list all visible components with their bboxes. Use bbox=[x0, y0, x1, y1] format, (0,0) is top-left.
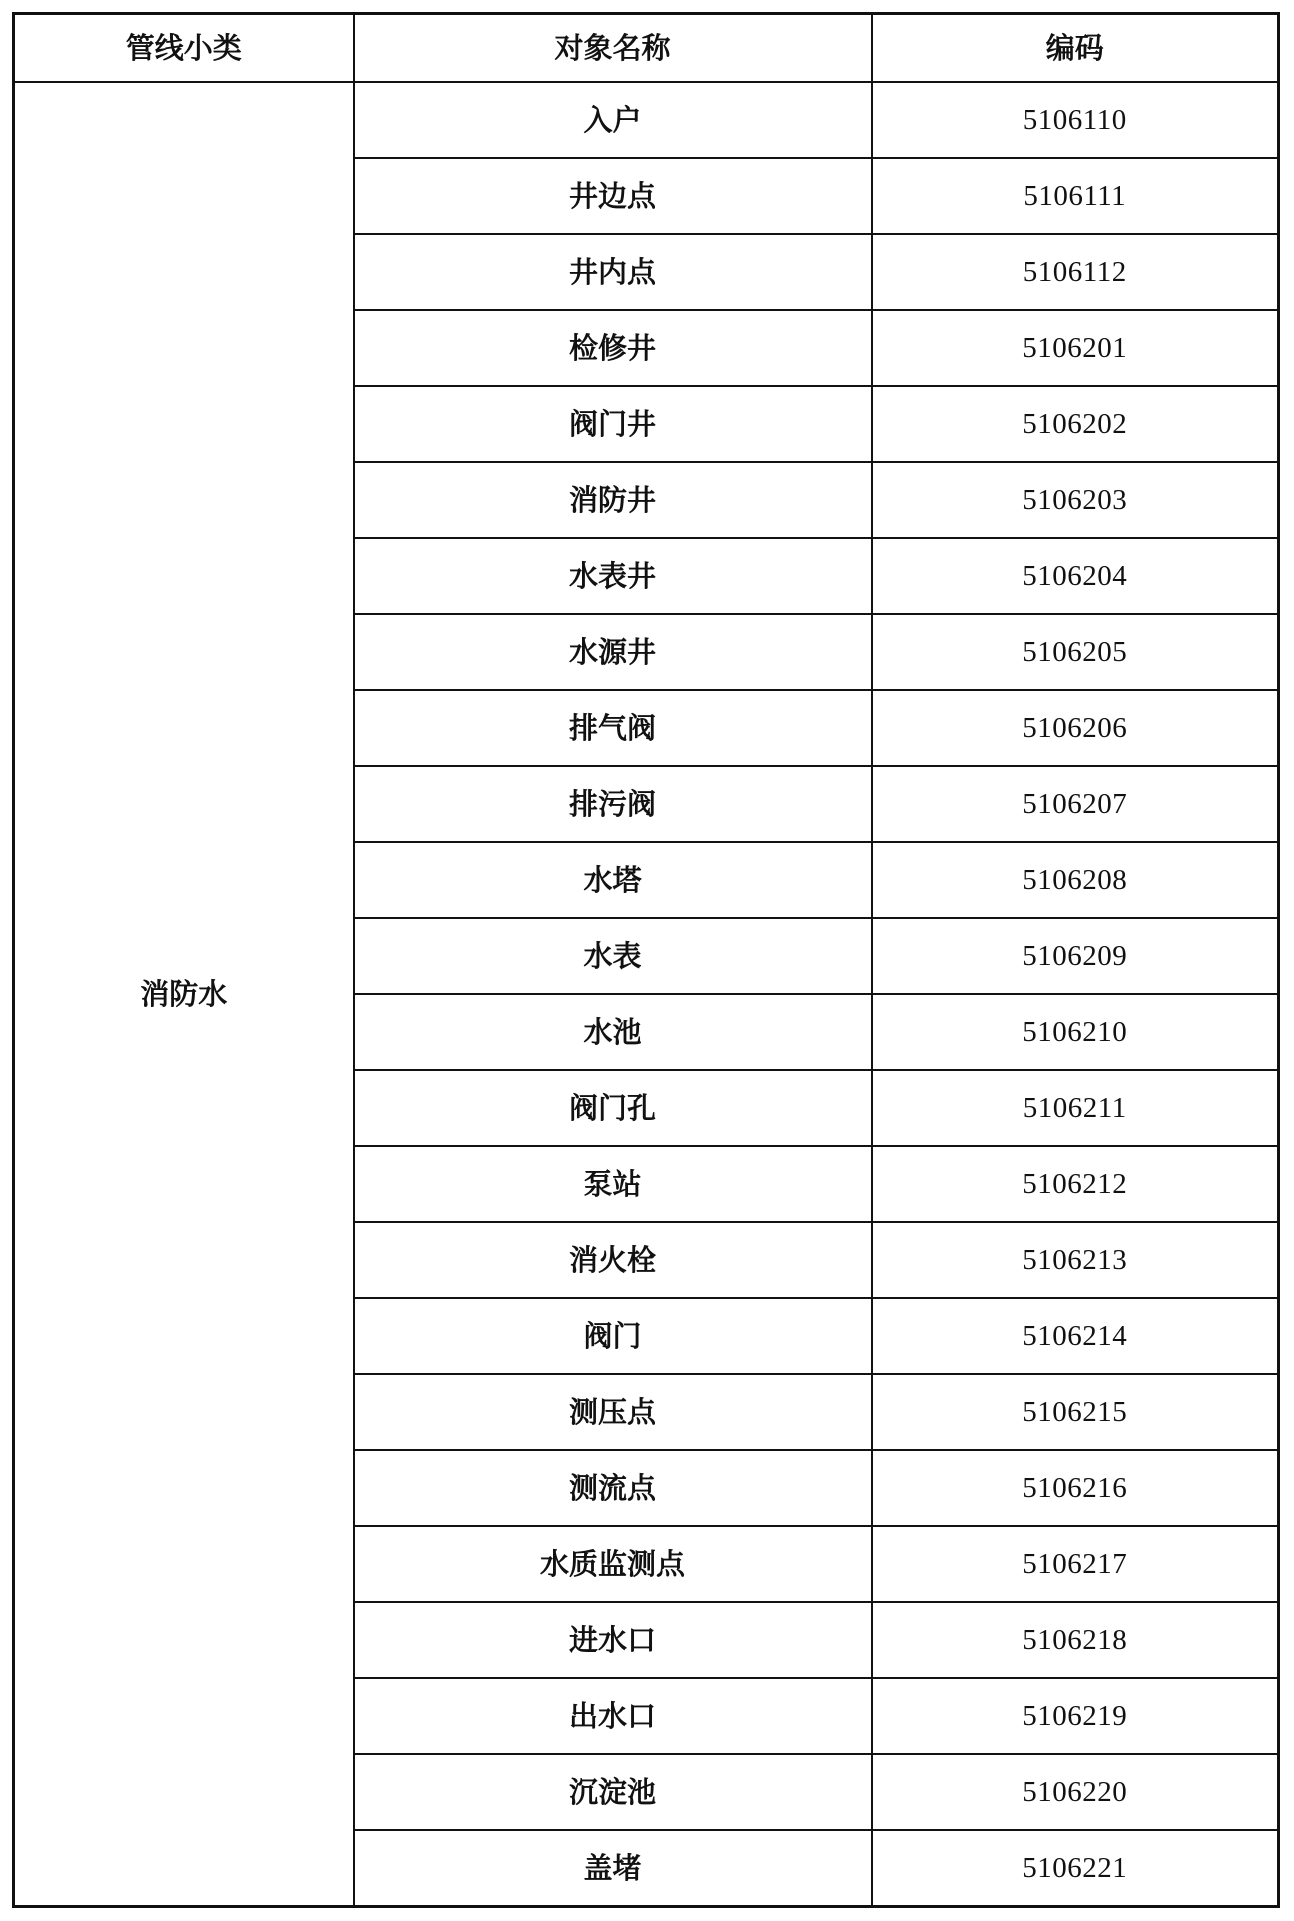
code-cell: 5106217 bbox=[872, 1526, 1279, 1602]
code-cell: 5106205 bbox=[872, 614, 1279, 690]
code-cell: 5106213 bbox=[872, 1222, 1279, 1298]
code-cell: 5106211 bbox=[872, 1070, 1279, 1146]
object-name-cell: 消火栓 bbox=[354, 1222, 872, 1298]
code-cell: 5106201 bbox=[872, 310, 1279, 386]
header-object-name: 对象名称 bbox=[354, 14, 872, 83]
code-cell: 5106112 bbox=[872, 234, 1279, 310]
object-name-cell: 水表 bbox=[354, 918, 872, 994]
object-name-cell: 测流点 bbox=[354, 1450, 872, 1526]
object-name-cell: 泵站 bbox=[354, 1146, 872, 1222]
object-name-cell: 阀门 bbox=[354, 1298, 872, 1374]
code-cell: 5106111 bbox=[872, 158, 1279, 234]
object-name-cell: 盖堵 bbox=[354, 1830, 872, 1907]
pipeline-object-code-table bbox=[12, 12, 1280, 1908]
code-cell: 5106208 bbox=[872, 842, 1279, 918]
code-cell: 5106214 bbox=[872, 1298, 1279, 1374]
object-name-cell: 排气阀 bbox=[354, 690, 872, 766]
code-cell: 5106220 bbox=[872, 1754, 1279, 1830]
object-name-cell: 阀门井 bbox=[354, 386, 872, 462]
table-row bbox=[14, 82, 1279, 158]
code-cell: 5106202 bbox=[872, 386, 1279, 462]
object-name-cell: 水塔 bbox=[354, 842, 872, 918]
object-name-cell: 进水口 bbox=[354, 1602, 872, 1678]
object-name-cell: 水质监测点 bbox=[354, 1526, 872, 1602]
code-cell: 5106203 bbox=[872, 462, 1279, 538]
object-name-cell: 沉淀池 bbox=[354, 1754, 872, 1830]
object-name-cell: 井边点 bbox=[354, 158, 872, 234]
code-cell: 5106110 bbox=[872, 82, 1279, 158]
code-cell: 5106215 bbox=[872, 1374, 1279, 1450]
object-name-cell: 排污阀 bbox=[354, 766, 872, 842]
object-name-cell: 阀门孔 bbox=[354, 1070, 872, 1146]
code-cell: 5106216 bbox=[872, 1450, 1279, 1526]
code-cell: 5106212 bbox=[872, 1146, 1279, 1222]
object-name-cell: 出水口 bbox=[354, 1678, 872, 1754]
object-name-cell: 水池 bbox=[354, 994, 872, 1070]
code-cell: 5106204 bbox=[872, 538, 1279, 614]
category-cell: 消防水 bbox=[14, 82, 354, 1907]
code-cell: 5106207 bbox=[872, 766, 1279, 842]
code-cell: 5106219 bbox=[872, 1678, 1279, 1754]
table-body bbox=[14, 82, 1279, 1907]
object-name-cell: 水源井 bbox=[354, 614, 872, 690]
header-category: 管线小类 bbox=[14, 14, 354, 83]
code-cell: 5106209 bbox=[872, 918, 1279, 994]
object-name-cell: 井内点 bbox=[354, 234, 872, 310]
object-name-cell: 入户 bbox=[354, 82, 872, 158]
code-cell: 5106221 bbox=[872, 1830, 1279, 1907]
code-cell: 5106218 bbox=[872, 1602, 1279, 1678]
object-name-cell: 检修井 bbox=[354, 310, 872, 386]
header-code: 编码 bbox=[872, 14, 1279, 83]
object-name-cell: 消防井 bbox=[354, 462, 872, 538]
table-header-row bbox=[14, 14, 1279, 83]
object-name-cell: 测压点 bbox=[354, 1374, 872, 1450]
object-name-cell: 水表井 bbox=[354, 538, 872, 614]
code-cell: 5106206 bbox=[872, 690, 1279, 766]
code-cell: 5106210 bbox=[872, 994, 1279, 1070]
